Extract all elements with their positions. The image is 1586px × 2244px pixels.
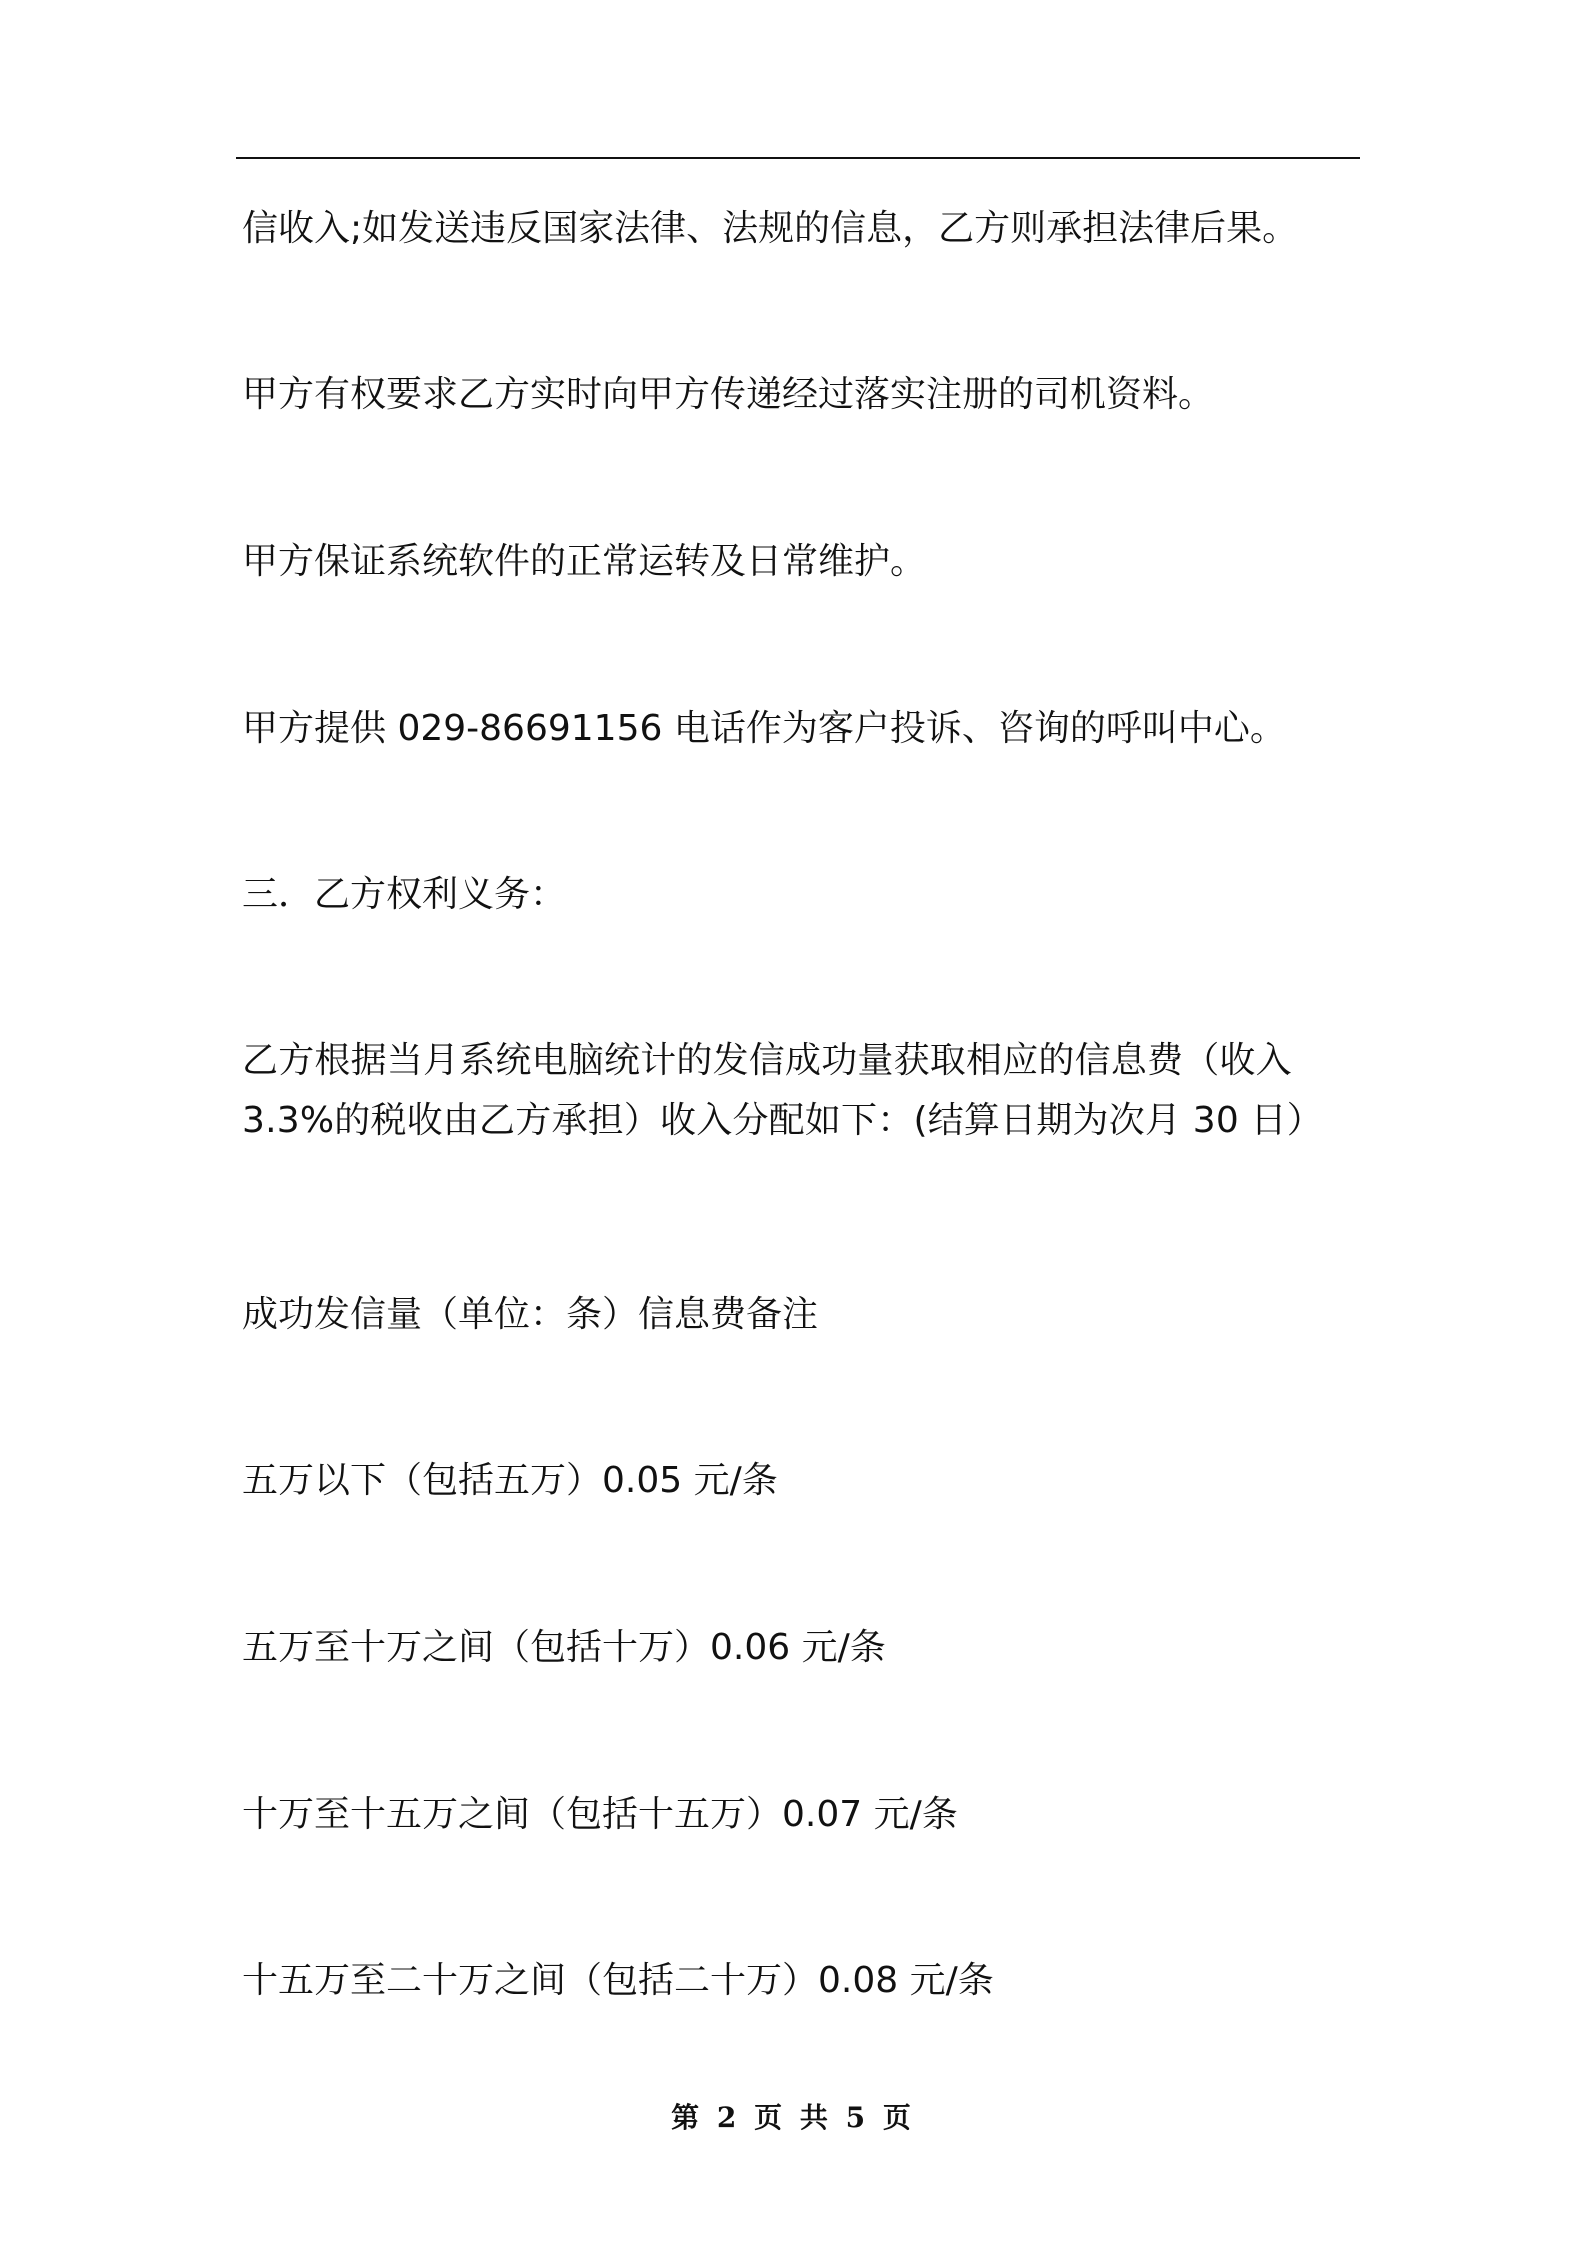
fee-row: 十五万至二十万之间（包括二十万）0.08 元/条: [242, 1960, 994, 2001]
page-number: 第 2 页 共 5 页: [671, 2101, 915, 2134]
paragraph-illegal-info: 信收入;如发送违反国家法律、法规的信息，乙方则承担法律后果。: [242, 208, 1299, 249]
header-rule: [236, 157, 1360, 159]
paragraph-system-maintenance: 甲方保证系统软件的正常运转及日常维护。: [242, 541, 927, 582]
revenue-line-2: 3.3%的税收由乙方承担）收入分配如下：(结算日期为次月 30 日）: [242, 1100, 1323, 1141]
paragraph-driver-data: 甲方有权要求乙方实时向甲方传递经过落实注册的司机资料。: [242, 374, 1215, 415]
revenue-line-1: 乙方根据当月系统电脑统计的发信成功量获取相应的信息费（收入: [242, 1040, 1292, 1081]
fee-row: 十万至十五万之间（包括十五万）0.07 元/条: [242, 1794, 958, 1835]
paragraph-revenue-distribution: [242, 1031, 1362, 1151]
fee-table-header: 成功发信量（单位：条）信息费备注: [242, 1294, 819, 1335]
fee-row: 五万至十万之间（包括十万）0.06 元/条: [242, 1627, 886, 1668]
paragraph-call-center: 甲方提供 029-86691156 电话作为客户投诉、咨询的呼叫中心。: [242, 708, 1286, 749]
fee-row: 五万以下（包括五万）0.05 元/条: [242, 1460, 778, 1501]
section-heading-party-b: 三．乙方权利义务：: [242, 874, 567, 915]
